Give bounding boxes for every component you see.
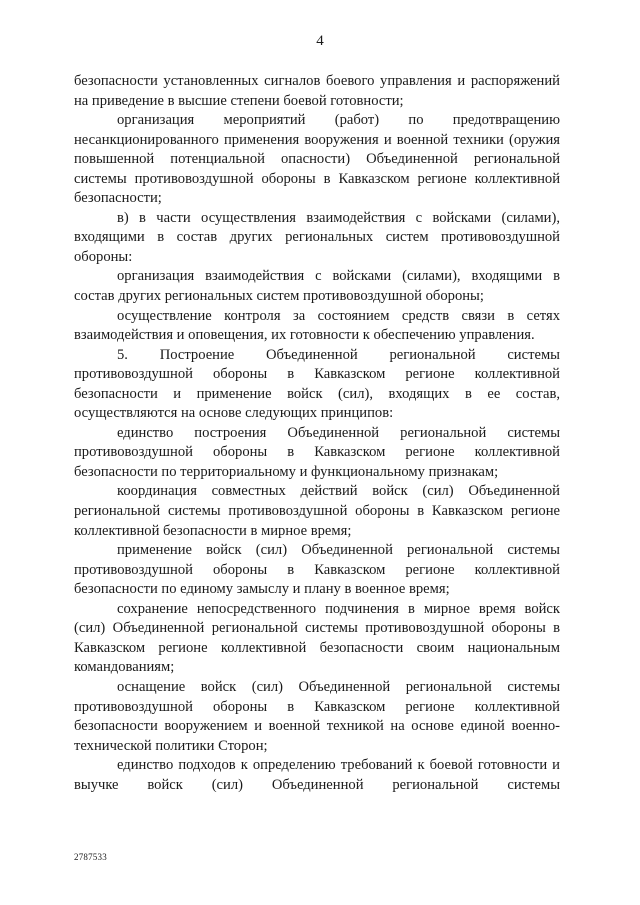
paragraph: оснащение войск (сил) Объединенной региональной системы противовоздушной обороны в Кавказском регионе коллективной безопасности вооружением и военной техникой на основе единой военно-технической политики Сторон;: [74, 678, 560, 754]
paragraph: единство построения Объединенной региональной системы противовоздушной обороны в Кавказском регионе коллективной безопасности по территориальному и функциональному признакам;: [74, 424, 560, 480]
paragraph: в) в части осуществления взаимодействия с войсками (силами), входящими в состав других региональных систем противовоздушной обороны:: [74, 209, 560, 265]
paragraph: безопасности установленных сигналов боевого управления и распоряжений на приведение в высшие степени боевой готовности;: [74, 73, 560, 109]
paragraph: организация взаимодействия с войсками (силами), входящими в состав других региональных систем противовоздушной обороны;: [74, 268, 560, 305]
document-id: 2787533: [74, 852, 107, 862]
paragraph: сохранение непосредственного подчинения в мирное время войск (сил) Объединенной региональной системы противовоздушной обороны в Кавказском регионе коллективной безопасности своим национальным командованиям;: [74, 600, 560, 676]
paragraph: применение войск (сил) Объединенной региональной системы противовоздушной обороны в Кавказском регионе коллективной безопасности по единому замыслу и плану в военное время;: [74, 542, 560, 598]
paragraph: 5. Построение Объединенной региональной системы противовоздушной обороны в Кавказском регионе коллективной безопасности и применение войск (сил), входящих в ее состав, осуществляются на основе следующих принципов:: [74, 346, 560, 422]
body-text: [74, 72, 560, 795]
paragraph: координация совместных действий войск (сил) Объединенной региональной системы противовоздушной обороны в Кавказском регионе коллективной безопасности в мирное время;: [74, 483, 560, 539]
paragraph: единство подходов к определению требований к боевой готовности и выучке войск (сил) Объединенной региональной системы: [74, 757, 560, 793]
paragraph: организация мероприятий (работ) по предотвращению несанкционированного применения вооружения и военной техники (оружия повышенной потенциальной опасности) Объединенной региональной системы противовоздушной обороны в Кавказском регионе коллективной безопасности;: [74, 112, 560, 207]
paragraph: осуществление контроля за состоянием средств связи в сетях взаимодействия и оповещения, их готовности к обеспечению управления.: [74, 307, 560, 344]
page-number: 4: [316, 33, 324, 49]
